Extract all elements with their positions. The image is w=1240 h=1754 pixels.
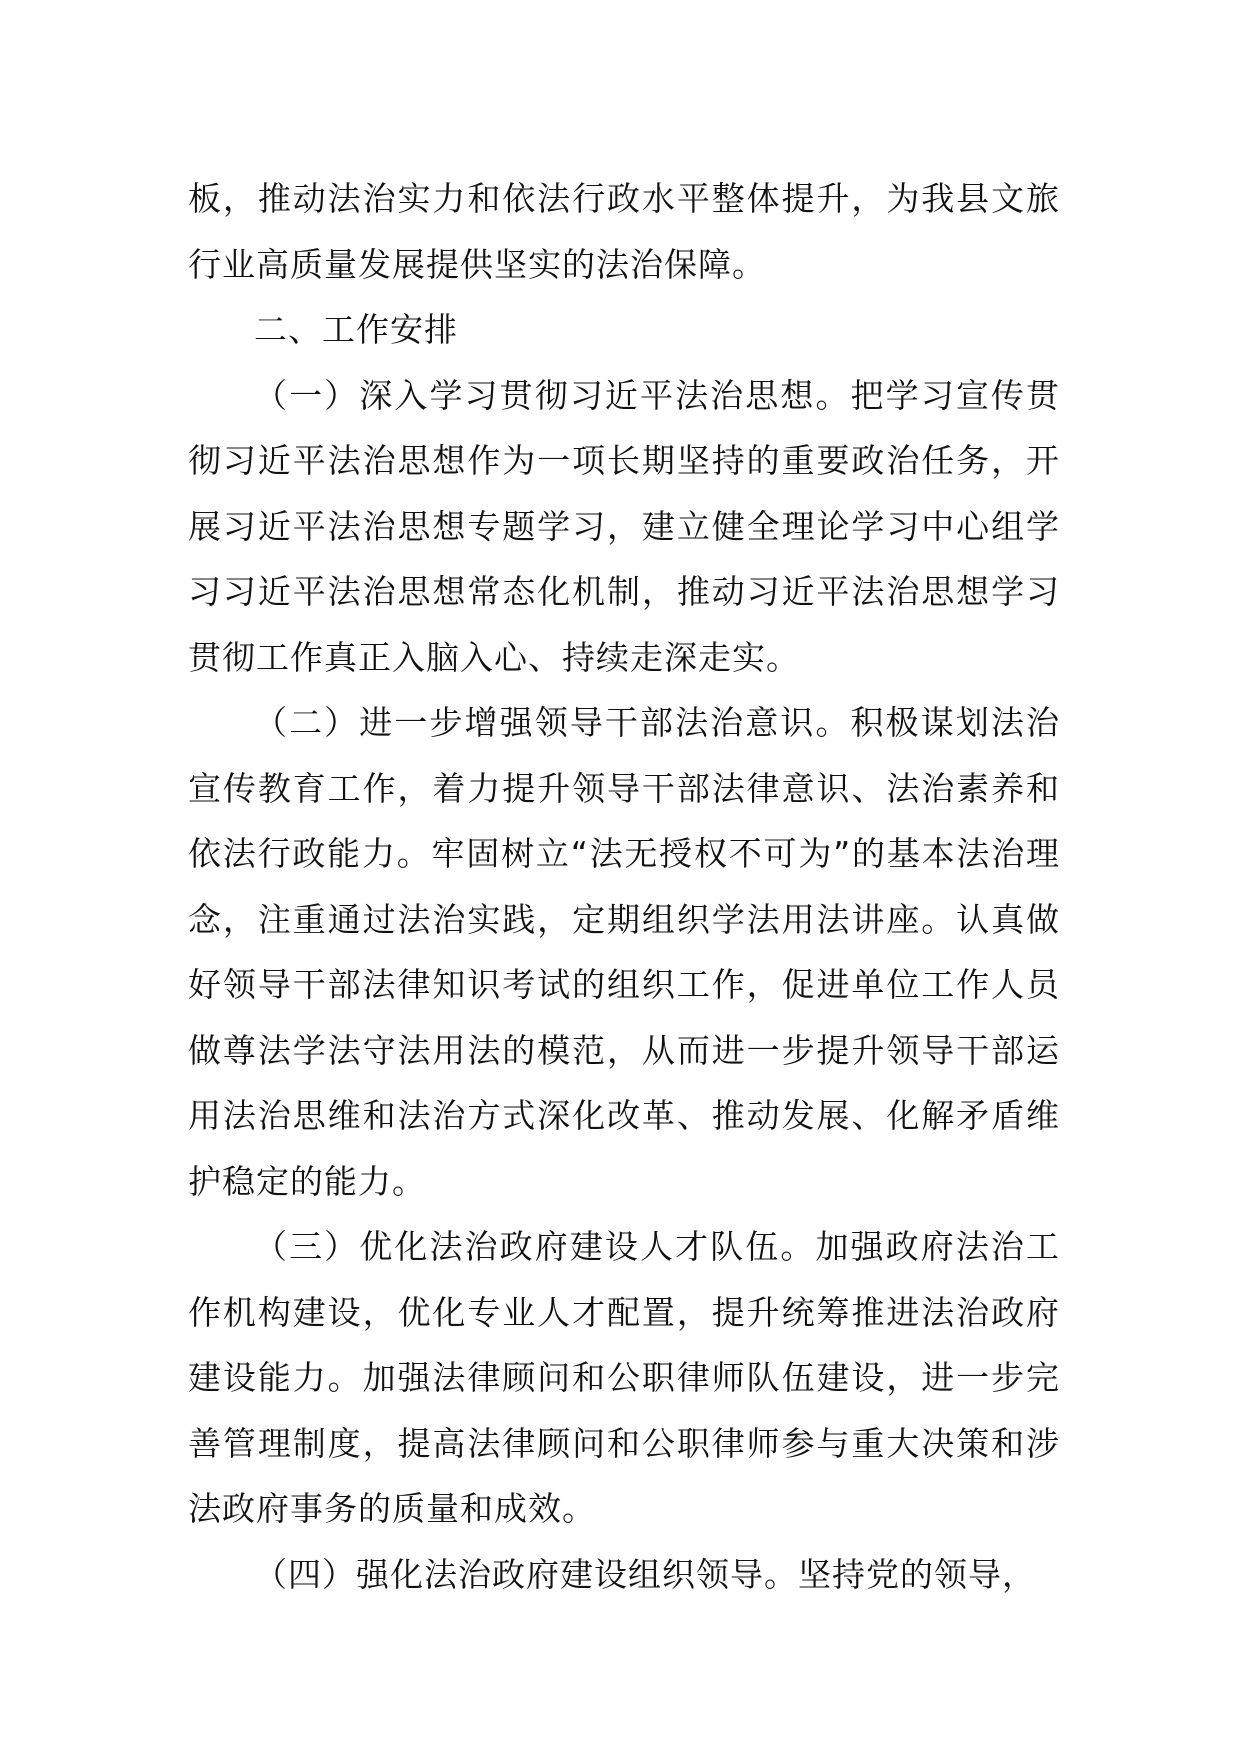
paragraph-continuation: 板，推动法治实力和依法行政水平整体提升，为我县文旅行业高质量发展提供坚实的法治保障。 — [188, 179, 1060, 284]
paragraph-item-1: （一）深入学习贯彻习近平法治思想。把学习宣传贯彻习近平法治思想作为一项长期坚持的重要政治任务，开展习近平法治思想专题学习，建立健全理论学习中心组学习习近平法治思想常态化机制，推动习近平法治思想学习贯彻工作真正入脑入心、持续走深走实。 — [188, 375, 1060, 677]
document-body — [188, 166, 1060, 1607]
section-heading-work-arrangement: 二、工作安排 — [254, 310, 458, 349]
paragraph-item-3: （三）优化法治政府建设人才队伍。加强政府法治工作机构建设，优化专业人才配置，提升统筹推进法治政府建设能力。加强法律顾问和公职律师队伍建设，进一步完善管理制度，提高法律顾问和公职律师参与重大决策和涉法政府事务的质量和成效。 — [188, 1227, 1060, 1528]
paragraph-item-2: （二）进一步增强领导干部法治意识。积极谋划法治宣传教育工作，着力提升领导干部法律意识、法治素养和依法行政能力。牢固树立“法无授权不可为”的基本法治理念，注重通过法治实践，定期组织学法用法讲座。认真做好领导干部法律知识考试的组织工作，促进单位工作人员做尊法学法守法用法的模范，从而进一步提升领导干部运用法治思维和法治方式深化改革、推动发展、化解矛盾维护稳定的能力。 — [188, 703, 1060, 1201]
paragraph-item-4: （四）强化法治政府建设组织领导。坚持党的领导， — [254, 1554, 1036, 1594]
